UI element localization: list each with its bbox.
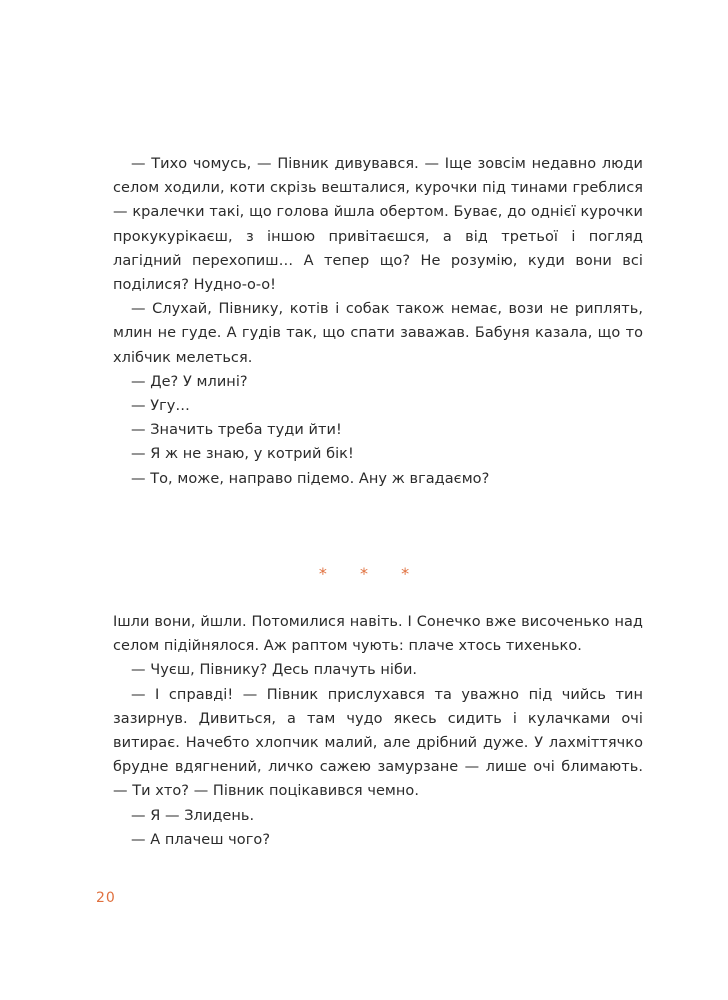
- paragraph: — Слухай, Півнику, котів і собак також немає, вози не риплять, млин не гуде. А гудів так, що спати заважав. Бабуня казала, що то хлібчик мелеться.: [113, 301, 643, 366]
- paragraph: Ішли вони, йшли. Потомилися навіть. І Сонечко вже височенько над селом підійнялося. Аж раптом чують: плаче хтось тихенько.: [113, 614, 643, 655]
- paragraph: — Угу…: [131, 398, 190, 415]
- section-separator: * * *: [318, 564, 424, 583]
- page-number: 20: [96, 890, 116, 906]
- paragraph: — А плачеш чого?: [131, 831, 271, 848]
- text-block-2: [113, 610, 643, 852]
- paragraph: — І справді! — Півник прислухався та уважно під чийсь тин зазирнув. Дивиться, а там чудо якесь сидить і кулачками очі витирає. Начебто хлопчик малий, але дрібний дуже. У лахміттячко брудне вдягнений, личко сажею замурзане — лише очі блимають. — Ти хто? — Півник поцікавився чемно.: [113, 686, 643, 800]
- paragraph: — Значить треба туди йти!: [131, 422, 342, 439]
- paragraph: — Чуєш, Півнику? Десь плачуть ніби.: [131, 662, 418, 679]
- paragraph: — Тихо чомусь, — Півник дивувався. — Іще зовсім недавно люди селом ходили, коти скрізь вешталися, курочки під тинами греблися — кралечки такі, що голова йшла обертом. Буває, до однієї курочки прокукурікаєш, з іншою привітаєшся, а від третьої і погляд лагідний перехопиш… А тепер що? Не розумію, куди вони всі поділися? Нудно-о-о!: [113, 156, 643, 294]
- paragraph: — То, може, направо підемо. Ану ж вгадаємо?: [131, 470, 490, 487]
- paragraph: — Я ж не знаю, у котрий бік!: [131, 446, 354, 463]
- text-block-1: [113, 152, 643, 491]
- paragraph: — Я — Злидень.: [131, 807, 255, 824]
- paragraph: — Де? У млині?: [131, 373, 248, 390]
